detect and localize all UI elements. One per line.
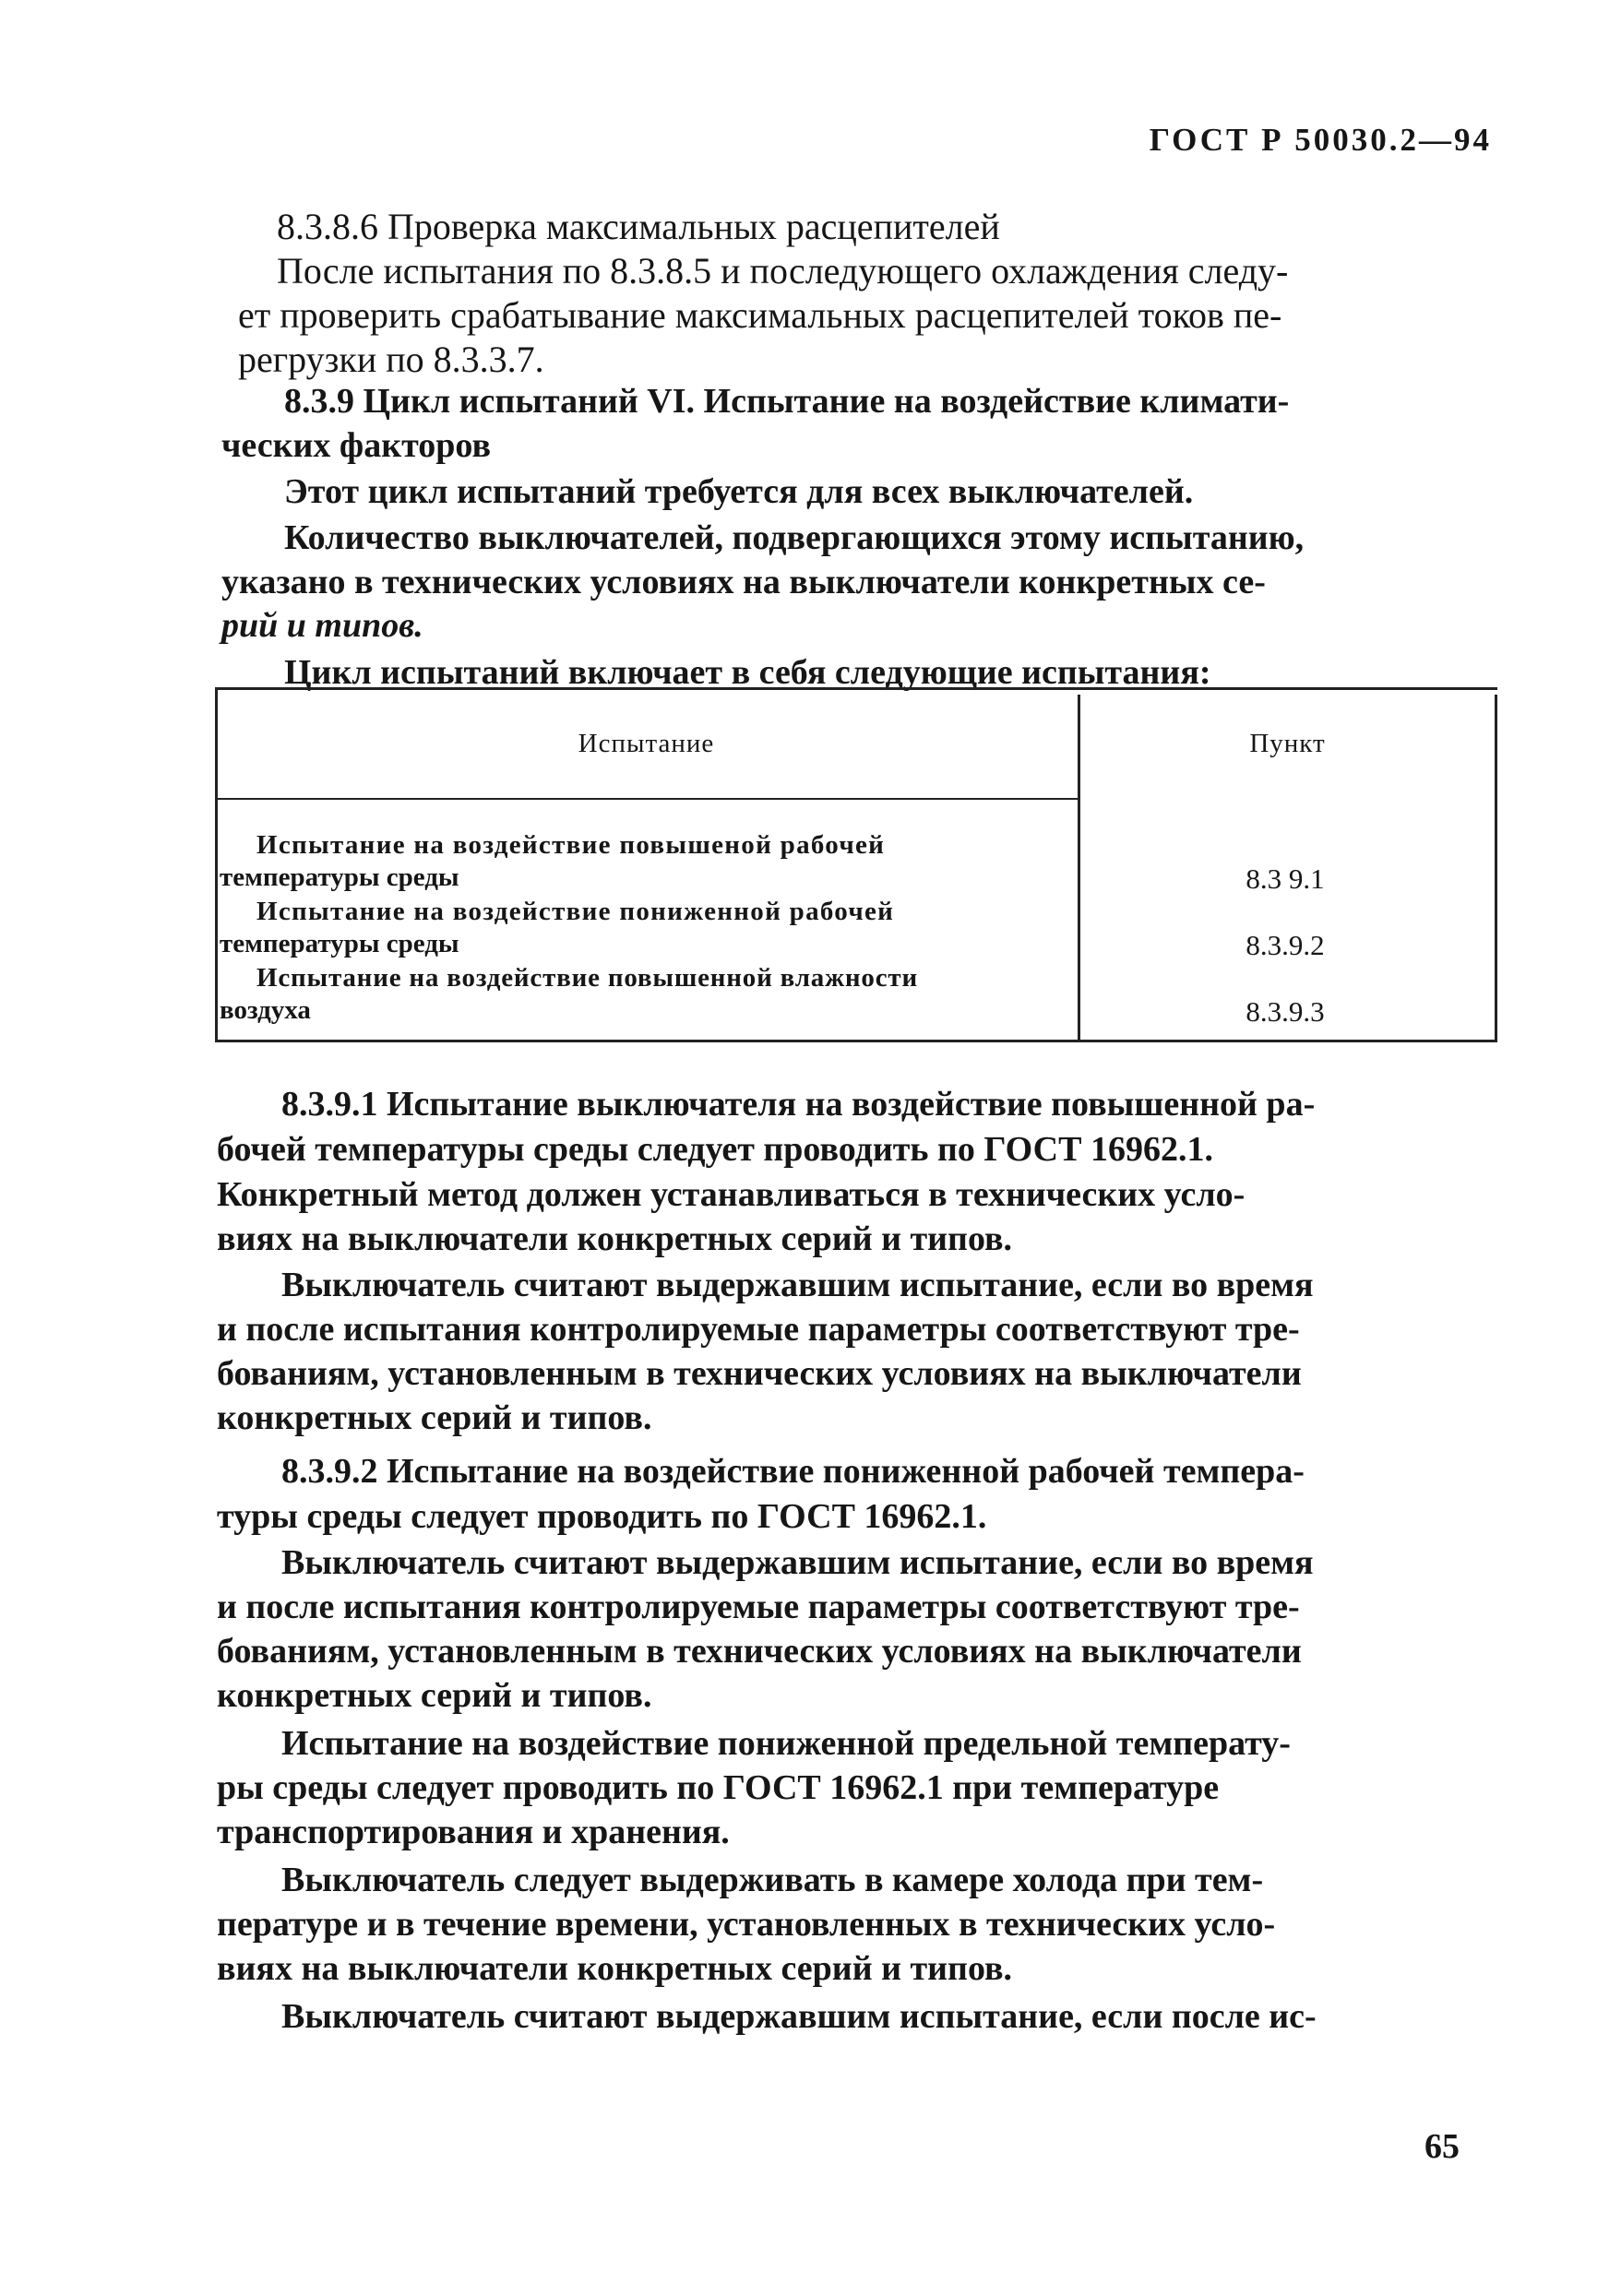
table-row-3-line1: Испытание на воздействие повышенной влажности xyxy=(256,963,918,993)
page-number: 65 xyxy=(1424,2127,1460,2166)
section-8391-paragraph: Выключатель считают выдержавшим испытание, если во время xyxy=(281,1266,1314,1304)
table-top-rule xyxy=(215,687,1497,690)
section-8392-paragraph: пературе и в течение времени, установленных в технических усло- xyxy=(217,1905,1276,1944)
section-8392-paragraph: виях на выключатели конкретных серий и типов. xyxy=(217,1949,1013,1988)
section-8386-line: регрузки по 8.3.3.7. xyxy=(238,339,544,380)
table-row-1-line1: Испытание на воздействие повышеной рабочей xyxy=(256,830,886,860)
section-8386-title: 8.3.8.6 Проверка максимальных расцепителей xyxy=(277,206,1000,247)
table-row-3-clause: 8.3.9.3 xyxy=(1246,995,1325,1028)
section-8391-paragraph: 8.3.9.1 Испытание выключателя на воздействие повышенной ра- xyxy=(281,1085,1316,1124)
section-839-paragraph: Цикл испытаний включает в себя следующие испытания: xyxy=(284,653,1211,692)
section-8391-paragraph: бочей температуры среды следует проводить по ГОСТ 16962.1. xyxy=(217,1130,1213,1169)
table-bottom-rule xyxy=(215,1040,1497,1042)
section-839-paragraph: указано в технических условиях на выключатели конкретных се- xyxy=(221,563,1266,601)
section-8392-paragraph: Выключатель считают выдержавшим испытание, если во время xyxy=(281,1543,1314,1582)
table-right-border xyxy=(1495,695,1497,1040)
table-row-3-line2: воздуха xyxy=(220,995,311,1025)
section-8392-paragraph: туры среды следует проводить по ГОСТ 16962.1. xyxy=(217,1497,987,1536)
table-row-2-line1: Испытание на воздействие пониженной рабочей xyxy=(256,897,895,926)
table-row-2-clause: 8.3.9.2 xyxy=(1246,929,1325,961)
section-8386-line: ет проверить срабатывание максимальных расцепителей токов пе- xyxy=(238,294,1282,336)
table-header-rule xyxy=(215,798,1078,800)
tests-table xyxy=(215,687,1497,1047)
section-8392-paragraph: Выключатель следует выдерживать в камере холода при тем- xyxy=(281,1861,1264,1899)
section-8392-paragraph: бованиям, установленным в технических условиях на выключатели xyxy=(217,1632,1302,1671)
table-row-2-line2: температуры среды xyxy=(220,929,459,958)
section-8391-paragraph: конкретных серий и типов. xyxy=(217,1398,652,1437)
section-839-paragraph: рий и типов. xyxy=(221,606,423,645)
section-8391-paragraph: виях на выключатели конкретных серий и типов. xyxy=(217,1219,1013,1258)
section-8391-paragraph: бованиям, установленным в технических условиях на выключатели xyxy=(217,1354,1302,1393)
table-header-clause: Пункт xyxy=(1249,729,1326,758)
section-8392-paragraph: 8.3.9.2 Испытание на воздействие пониженной рабочей темпера- xyxy=(281,1452,1305,1491)
section-8392-paragraph: транспортирования и хранения. xyxy=(217,1813,730,1851)
section-8392-paragraph: ры среды следует проводить по ГОСТ 16962.1 при температуре xyxy=(217,1768,1220,1807)
table-row-1-line2: температуры среды xyxy=(220,862,459,892)
section-839-title: ческих факторов xyxy=(221,426,491,465)
section-8392-paragraph: конкретных серий и типов. xyxy=(217,1676,652,1715)
section-8392-paragraph: Выключатель считают выдержавшим испытание, если после ис- xyxy=(281,1997,1317,2036)
section-8391-paragraph: Конкретный метод должен устанавливаться в технических усло- xyxy=(217,1175,1246,1214)
section-8392-paragraph: Испытание на воздействие пониженной предельной температу- xyxy=(281,1724,1291,1763)
table-header-test: Испытание xyxy=(578,729,715,758)
section-839-paragraph: Количество выключателей, подвергающихся этому испытанию, xyxy=(284,518,1305,557)
section-839-paragraph: Этот цикл испытаний требуется для всех выключателей. xyxy=(284,472,1194,511)
table-row-1-clause: 8.3 9.1 xyxy=(1246,862,1325,895)
section-8386-line: После испытания по 8.3.8.5 и последующего охлаждения следу- xyxy=(277,250,1289,291)
section-8392-paragraph: и после испытания контролируемые параметры соответствуют тре- xyxy=(217,1588,1300,1626)
section-839-title: 8.3.9 Цикл испытаний VI. Испытание на воздействие климати- xyxy=(284,382,1290,421)
section-8391-paragraph: и после испытания контролируемые параметры соответствуют тре- xyxy=(217,1310,1300,1349)
document-header: ГОСТ Р 50030.2—94 xyxy=(1149,122,1492,158)
